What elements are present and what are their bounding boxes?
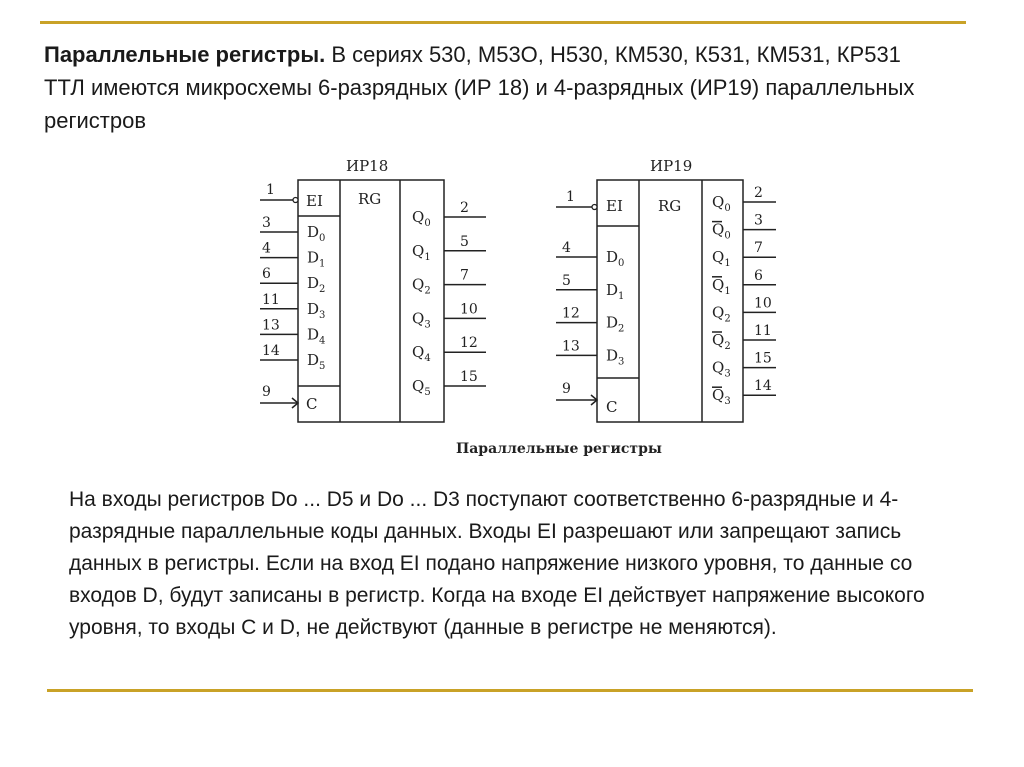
chip-ir18-ei-inversion — [293, 198, 298, 203]
chip-ir19-output-q2-inverted-label — [712, 331, 731, 352]
chip-ir18-output-q0-letter: Q — [412, 208, 425, 226]
chip-ir18-input-d5-pin: 14 — [262, 343, 280, 359]
chip-ir19-input-d1-label — [606, 281, 624, 302]
chip-ir18 — [260, 157, 486, 422]
chip-ir18-c-pin: 9 — [262, 384, 271, 400]
chip-ir18-input-d4-letter: D — [307, 325, 320, 344]
chip-ir19-output-q2-inverted-subscript: 2 — [724, 341, 731, 352]
chip-ir19-output-q0-pin: 2 — [754, 185, 763, 201]
chip-ir19-output-q3-label — [712, 359, 731, 380]
intro-paragraph — [44, 38, 944, 137]
chip-ir19-output-q2-label — [712, 303, 731, 324]
chip-ir19-ei-inversion — [592, 205, 597, 210]
chip-ir18-output-q1-label — [412, 242, 431, 263]
intro-heading: Параллельные регистры. — [44, 42, 326, 67]
chip-ir19-output-q2-inverted-pin: 11 — [754, 323, 772, 339]
chip-ir19-output-q0-inverted-letter: Q — [712, 220, 725, 239]
chip-ir19-title: ИР19 — [650, 157, 693, 175]
chip-ir19-output-q3-subscript: 3 — [724, 368, 731, 380]
chip-ir18-input-d4-label — [307, 325, 325, 346]
chip-ir18-input-d0-letter: D — [307, 223, 320, 241]
chip-ir19-output-q1-label — [712, 248, 731, 269]
chip-ir18-output-q5-letter: Q — [412, 377, 425, 395]
chip-ir19-output-q1-inverted-subscript: 1 — [724, 285, 731, 297]
chip-ir18-input-d3-letter: D — [307, 299, 320, 318]
chip-ir19-ei-label: EI — [606, 197, 623, 215]
chip-ir19-outputs — [712, 185, 776, 407]
chip-ir18-input-d5-label — [307, 351, 325, 372]
chip-ir18-input-d2-label — [307, 274, 325, 295]
chip-ir19-input-d3-letter: D — [606, 346, 619, 365]
chip-ir18-input-d1-label — [307, 249, 325, 270]
chip-ir18-output-q3-label — [412, 309, 431, 330]
chip-ir18-output-q2-letter: Q — [412, 275, 425, 294]
chip-ir18-output-q5-subscript: 5 — [424, 387, 431, 398]
chip-ir18-output-q1-subscript: 1 — [424, 251, 431, 263]
chip-ir18-input-d2-letter: D — [307, 274, 320, 293]
chip-ir18-output-q4-pin: 12 — [460, 335, 478, 352]
chip-ir18-title: ИР18 — [346, 157, 389, 175]
chip-ir18-input-d0-pin: 3 — [262, 215, 271, 231]
chip-ir18-output-q2-pin: 7 — [460, 267, 469, 284]
chip-ir18-ei-label: EI — [306, 192, 323, 210]
chip-ir19-function: RG — [658, 197, 682, 215]
chip-ir19-input-d2-subscript: 2 — [618, 323, 625, 335]
chip-ir18-input-d3-label — [307, 300, 325, 321]
chip-ir19-output-q1-inverted-pin: 6 — [754, 267, 763, 284]
chip-ir19-output-q2-letter: Q — [712, 303, 725, 322]
chip-ir19-input-d3-label — [606, 346, 624, 367]
chip-ir18-input-d4-subscript: 4 — [319, 335, 326, 347]
chip-ir19-output-q1-letter: Q — [712, 248, 725, 267]
chip-ir19-c-pin: 9 — [562, 381, 571, 397]
chip-ir19-output-q1-subscript: 1 — [724, 258, 731, 270]
chip-ir19-output-q0-inverted-label — [712, 221, 731, 242]
chip-ir19-output-q0-subscript: 0 — [724, 203, 731, 214]
chip-ir19-input-d0-subscript: 0 — [618, 258, 625, 269]
chip-ir19-output-q1-inverted-label — [712, 276, 731, 297]
chip-ir19-input-d2-pin: 12 — [562, 305, 580, 322]
chip-ir18-output-q4-subscript: 4 — [424, 353, 431, 365]
chip-ir19-input-d3-pin: 13 — [562, 338, 580, 355]
chip-ir18-input-d4-pin: 13 — [262, 317, 280, 334]
chip-ir18-inputs — [260, 215, 325, 372]
intro-text: В сериях 530, М53О, Н530, КМ530, К531, КМ531, КР531 ТТЛ имеются микросхемы 6-разрядных (ИР 18) и 4-разрядных (ИР19) параллельных регистров — [44, 42, 915, 133]
chip-ir19-input-d2-label — [606, 314, 624, 335]
chip-ir18-c-label: C — [306, 395, 318, 413]
chip-ir19-output-q2-subscript: 2 — [724, 313, 731, 325]
chip-ir19-input-d0-pin: 4 — [562, 240, 571, 256]
chip-ir18-input-d2-subscript: 2 — [319, 284, 326, 296]
chip-ir19-input-d1-subscript: 1 — [618, 290, 625, 302]
body-paragraph: На входы регистров Do ... D5 и Do ... D3 поступают соответственно 6-разрядные и 4-разрядные параллельные коды данных. Входы EI разрешают или запрещают запись данных в регистры. Если на вход EI подано напряжение низкого уровня, то данные со входов D, будут записаны в регистр. Когда на входе EI действует напряжение высокого уровня, то входы С и D, не действуют (данные в регистре не меняются). — [69, 488, 925, 639]
figure-caption: Параллельные регистры — [456, 441, 662, 457]
chip-ir18-function: RG — [358, 190, 382, 208]
chip-ir19-input-d1-pin: 5 — [562, 272, 571, 289]
chip-ir19-output-q3-inverted-pin: 14 — [754, 378, 772, 395]
chip-ir18-output-q3-subscript: 3 — [424, 319, 431, 331]
chip-ir19-input-d2-letter: D — [606, 313, 619, 332]
chip-ir19-output-q0-inverted-pin: 3 — [754, 212, 763, 229]
chip-ir19-output-q2-pin: 10 — [754, 295, 772, 312]
chip-ir19-output-q1-inverted-letter: Q — [712, 275, 725, 294]
chip-ir18-input-d1-letter: D — [307, 248, 320, 267]
chip-ir19-output-q3-inverted-subscript: 3 — [724, 396, 731, 408]
bottom-divider — [47, 689, 973, 692]
chip-ir19-c-label: C — [606, 398, 618, 416]
chip-ir18-output-q0-label — [412, 208, 431, 229]
chip-ir18-output-q2-label — [412, 276, 431, 297]
chip-ir18-output-q5-label — [412, 377, 431, 398]
chip-ir18-outputs — [412, 200, 486, 398]
chip-ir19-output-q3-letter: Q — [712, 358, 725, 377]
chip-ir19-input-d0-letter: D — [606, 248, 619, 266]
top-divider — [40, 21, 966, 24]
chip-ir18-output-q2-subscript: 2 — [424, 285, 431, 297]
chip-ir18-output-q0-subscript: 0 — [424, 218, 431, 229]
chip-ir19-input-d0-label — [606, 248, 624, 269]
chip-ir19 — [556, 157, 776, 422]
chip-ir18-output-q0-pin: 2 — [460, 200, 469, 216]
chip-ir18-input-d0-label — [307, 223, 325, 244]
chip-ir18-input-d1-pin: 4 — [262, 240, 271, 257]
chip-ir19-output-q3-inverted-label — [712, 386, 731, 407]
chip-ir19-output-q0-letter: Q — [712, 193, 725, 211]
chip-ir18-input-d3-subscript: 3 — [319, 309, 326, 321]
chip-ir18-input-d0-subscript: 0 — [319, 233, 326, 244]
registers-diagram — [240, 150, 800, 462]
chip-ir18-output-q3-letter: Q — [412, 309, 425, 328]
chip-ir18-output-q5-pin: 15 — [460, 369, 478, 385]
chip-ir19-output-q2-inverted-letter: Q — [712, 331, 725, 349]
chip-ir19-input-d3-subscript: 3 — [618, 356, 625, 368]
chip-ir18-output-q4-letter: Q — [412, 343, 425, 362]
chip-ir18-output-q4-label — [412, 343, 431, 364]
chip-ir18-input-d3-pin: 11 — [262, 291, 280, 308]
chip-ir19-output-q3-pin: 15 — [754, 350, 772, 367]
chip-ir19-ei-pin: 1 — [566, 189, 575, 205]
chip-ir18-input-d2-pin: 6 — [262, 266, 271, 283]
chip-ir19-output-q0-label — [712, 193, 731, 214]
chip-ir18-ei-pin: 1 — [266, 182, 275, 198]
chip-ir19-output-q1-pin: 7 — [754, 240, 763, 257]
chip-ir18-output-q1-letter: Q — [412, 241, 425, 260]
chip-ir18-output-q1-pin: 5 — [460, 233, 469, 250]
chip-ir18-input-d5-letter: D — [307, 351, 320, 369]
chip-ir19-output-q3-inverted-letter: Q — [712, 386, 725, 405]
chip-ir19-output-q0-inverted-subscript: 0 — [724, 230, 731, 242]
chip-ir18-output-q3-pin: 10 — [460, 301, 478, 318]
chip-ir18-input-d5-subscript: 5 — [319, 361, 326, 372]
chip-ir19-inputs — [556, 240, 624, 367]
chip-ir19-input-d1-letter: D — [606, 280, 619, 299]
chip-ir18-input-d1-subscript: 1 — [319, 258, 326, 270]
